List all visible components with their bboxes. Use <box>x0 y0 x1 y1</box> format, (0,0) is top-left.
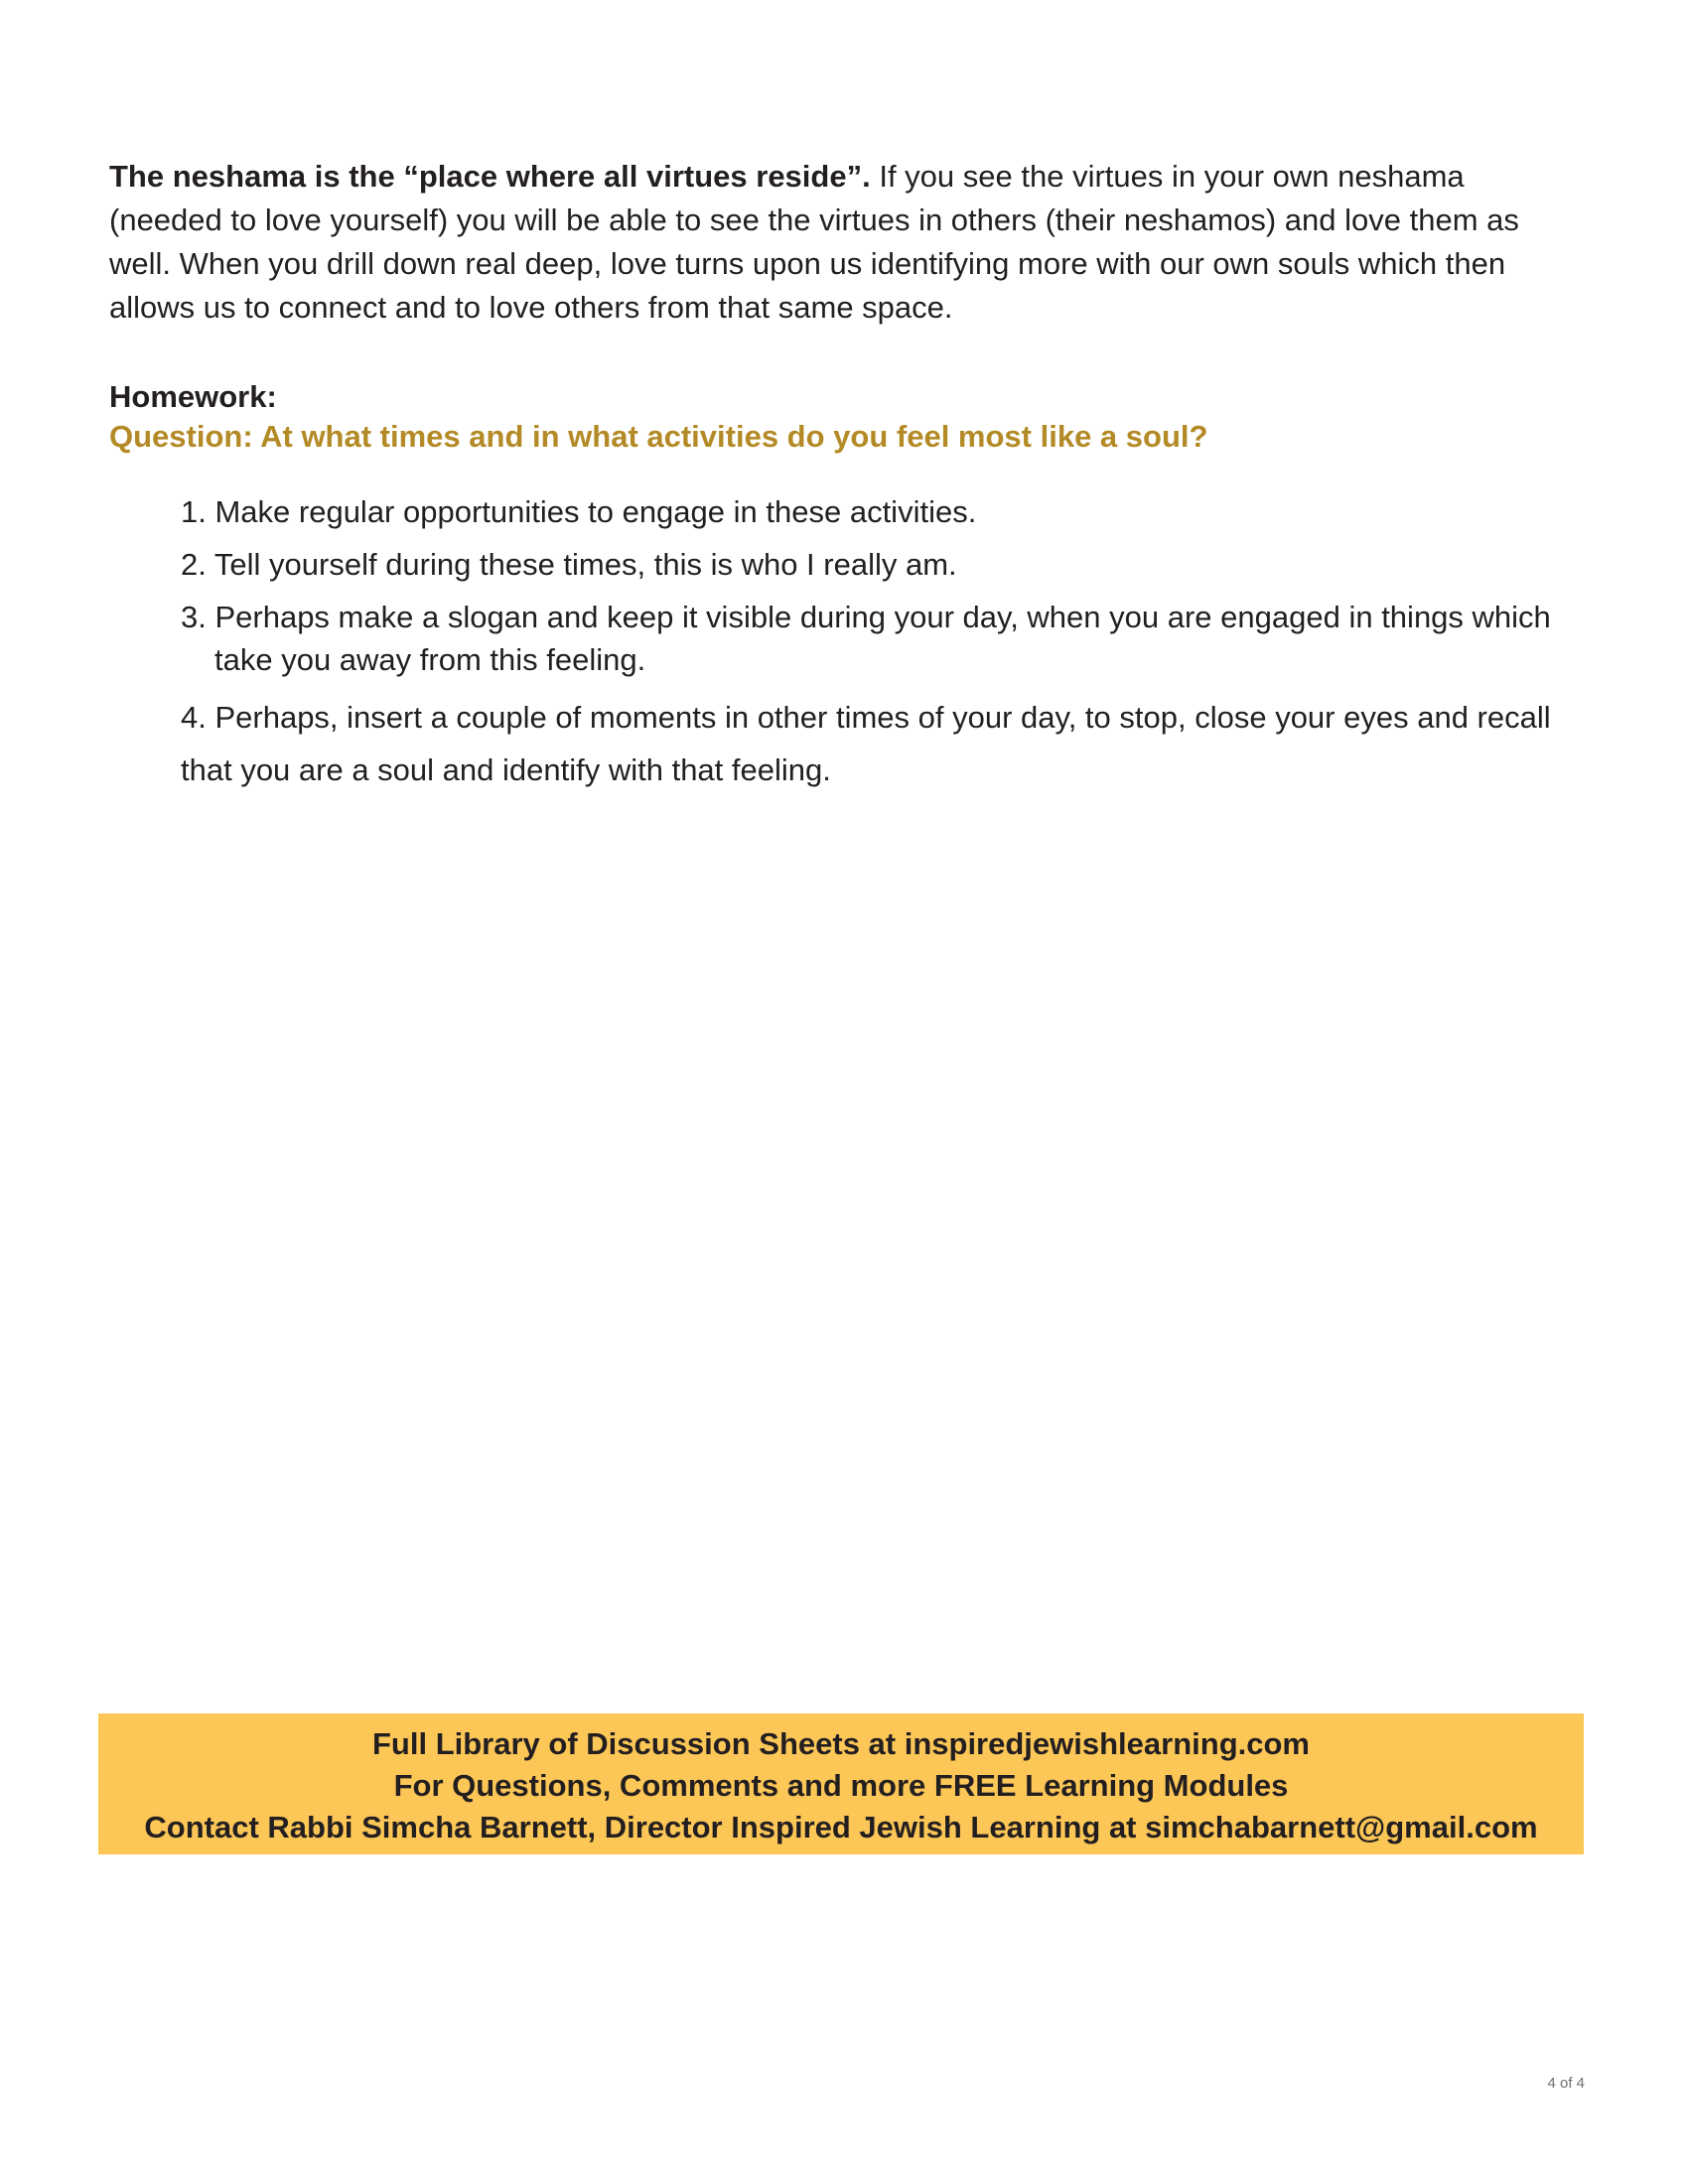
intro-body: If you see the virtues in your own neshama (needed to love yourself) you will be able to see the virtues in others (their neshamos) and love them as well. When you drill down real deep, love turns upon us identifying more with our own souls which then allows us to connect and to love others from that same space. <box>109 159 1519 325</box>
homework-item-3: 3. Perhaps make a slogan and keep it visible during your day, when you are engaged in things which take you away from this feeling. <box>181 600 1551 677</box>
page-number: 4 of 4 <box>1547 2075 1585 2092</box>
homework-list <box>181 490 1591 806</box>
intro-bold-lead: The neshama is the “place where all virtues reside”. <box>109 159 871 194</box>
footer-line-library: Full Library of Discussion Sheets at inspiredjewishlearning.com <box>371 1726 1310 1761</box>
footer-line-contact: Contact Rabbi Simcha Barnett, Director Inspired Jewish Learning at simchabarnett@gmail.com <box>144 1810 1538 1844</box>
footer-line-questions: For Questions, Comments and more FREE Learning Modules <box>393 1768 1289 1803</box>
homework-heading: Homework: <box>109 379 277 414</box>
homework-item-2: 2. Tell yourself during these times, this is who I really am. <box>181 547 957 582</box>
intro-paragraph <box>109 155 1579 330</box>
homework-item-1: 1. Make regular opportunities to engage in these activities. <box>181 494 977 529</box>
footer-banner <box>98 1713 1584 1854</box>
homework-item-4: 4. Perhaps, insert a couple of moments in other times of your day, to stop, close your eyes and recall that you are a soul and identify with that feeling. <box>181 700 1551 787</box>
homework-question: Question: At what times and in what activities do you feel most like a soul? <box>109 419 1208 454</box>
